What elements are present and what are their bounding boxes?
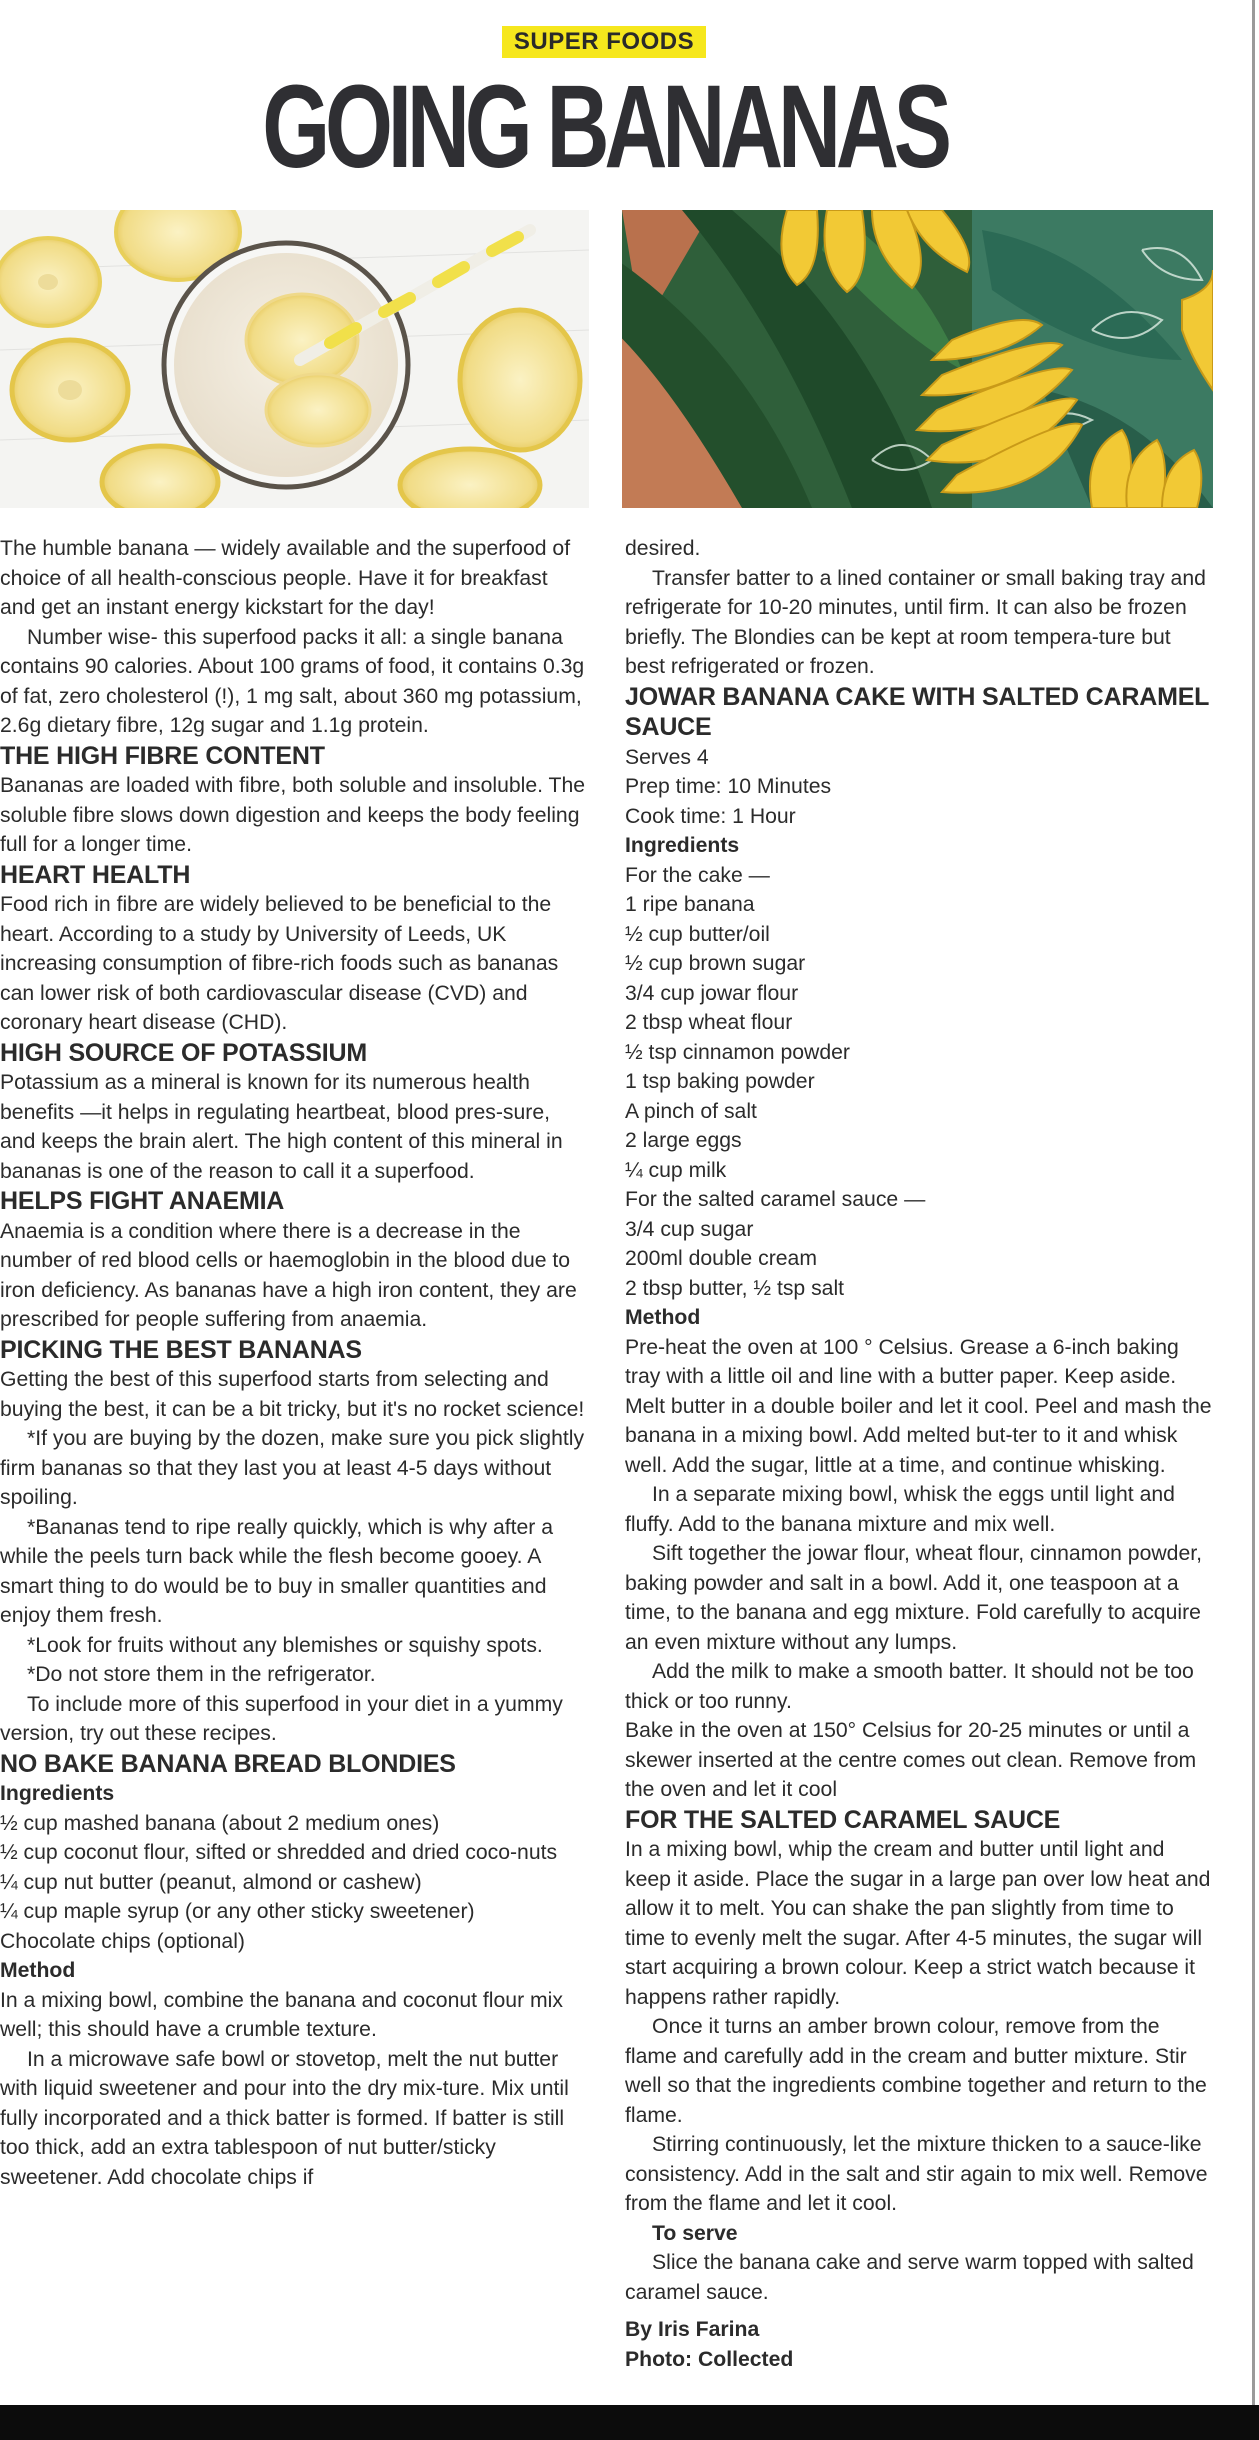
cake-ingredient: 2 large eggs [625,1129,742,1152]
cake-method-label: Method [625,1306,701,1329]
tip-3: *Look for fruits without any blemishes or squishy spots. [27,1633,543,1657]
serve-paragraph: Slice the banana cake and serve warm topped with salted caramel sauce. [625,2251,1194,2304]
blondies-ingredient: ½ cup mashed banana (about 2 medium ones) [0,1811,440,1835]
cake-ingredient: 3/4 cup sugar [625,1217,754,1241]
blondies-method-label: Method [0,1959,76,1982]
smoothie-photo [0,210,589,508]
blondies-method-1: In a mixing bowl, combine the banana and coconut flour mix well; this should have a crumble texture. [0,1988,563,2041]
continued-text: desired. [625,537,701,560]
heading-cake: JOWAR BANANA CAKE WITH SALTED CARAMEL SAUCE [625,682,1209,741]
picking-paragraph: Getting the best of this superfood starts from selecting and buying the best, it can be a bit tricky, but it's no rocket science! [0,1368,585,1421]
cake-ingredient: 2 tbsp wheat flour [625,1011,793,1034]
heading-heart: HEART HEALTH [0,860,191,889]
left-column [0,534,588,2192]
cake-ingredient: 2 tbsp butter, ½ tsp salt [625,1276,845,1300]
cake-ingredient: ¼ cup milk [625,1158,727,1182]
blondies-ingredients-label: Ingredients [0,1782,115,1805]
cake-ingredient: ½ tsp cinnamon powder [625,1040,850,1064]
anaemia-paragraph: Anaemia is a condition where there is a decrease in the number of red blood cells or haemoglobin in the blood due to iron deficiency. As bananas have a high iron content, they are prescribed for people suffering from anaemia. [0,1219,577,1331]
cake-cook-time: Cook time: 1 Hour [625,804,796,828]
cake-serves: Serves 4 [625,745,709,769]
cake-method-5: Bake in the oven at 150° Celsius for 20-25 minutes or until a skewer inserted at the centre comes out clean. Remove from the oven and let it cool [625,1719,1197,1801]
blondies-ingredient: Chocolate chips (optional) [0,1929,245,1953]
intro-paragraph: The humble banana — widely available and the superfood of choice of all health-conscious people. Have it for breakfast and get an instant energy kickstart for the day! [0,537,571,619]
nutrition-paragraph: Number wise- this superfood packs it all: a single banana contains 90 calories. About 100 grams of food, it contains 0.3g of fat, zero cholesterol (!), 1 mg salt, about 360 mg potassium, 2.6g dietary fibre, 12g sugar and 1.1g protein. [0,625,585,737]
photo-credit: Photo: Collected [625,2347,794,2371]
headline [0,62,1209,192]
cake-ingredient: 1 ripe banana [625,893,755,916]
cake-method-2: In a separate mixing bowl, whisk the eggs until light and fluffy. Add to the banana mixture and mix well. [625,1483,1175,1536]
cake-ingredient: ½ cup butter/oil [625,922,770,946]
fibre-paragraph: Bananas are loaded with fibre, both soluble and insoluble. The soluble fibre slows down digestion and keeps the body feeling full for a longer time. [0,774,586,856]
bananas-leaves-photo [622,210,1213,508]
headline-text: GOING BANANAS [262,61,947,193]
blondies-ingredient: ¼ cup maple syrup (or any other sticky sweetener) [0,1900,475,1923]
page-edge-line [1252,0,1255,2405]
blondies-ingredient: ½ cup coconut flour, sifted or shredded and dried coco-nuts [0,1841,558,1864]
heading-fibre: THE HIGH FIBRE CONTENT [0,741,325,770]
heading-anaemia: HELPS FIGHT ANAEMIA [0,1187,285,1215]
cake-ingredient: 1 tsp baking powder [625,1070,815,1093]
cake-ingredient: ½ cup brown sugar [625,952,806,975]
section-kicker: SUPER FOODS [502,26,706,58]
tip-2: *Bananas tend to ripe really quickly, which is why after a while the peels turn back while the flesh become gooey. A smart thing to do would be to buy in smaller quantities and enjoy them fresh. [0,1515,554,1627]
tip-1: *If you are buying by the dozen, make sure you pick slightly firm bananas so that they last you at least 4-5 days without spoiling. [0,1427,585,1509]
right-column [625,534,1215,2374]
heading-potassium: HIGH SOURCE OF POTASSIUM [0,1038,367,1067]
cake-ingredient: A pinch of salt [625,1099,757,1123]
cake-prep-time: Prep time: 10 Minutes [625,775,832,798]
blondies-transfer: Transfer batter to a lined container or small baking tray and refrigerate for 10-20 minutes, until firm. It can also be frozen briefly. The Blondies can be kept at room tempera-ture but best refrigerated or frozen. [625,566,1206,678]
sauce-step-1: In a mixing bowl, whip the cream and butter until light and keep it aside. Place the sugar in a large pan over low heat and allow it to melt. You can shake the pan slightly from time to time to evenly melt the sugar. After 4-5 minutes, the sugar will start acquiring a brown colour. Keep a strict watch because it happens rather rapidly. [625,1838,1211,2009]
cake-ingredient: For the cake — [625,863,770,887]
cake-method-4: Add the milk to make a smooth batter. It should not be too thick or too runny. [625,1660,1194,1713]
tip-4: *Do not store them in the refrigerator. [27,1663,376,1686]
tip-5: To include more of this superfood in your diet in a yummy version, try out these recipes. [0,1692,563,1745]
blondies-method-2: In a microwave safe bowl or stovetop, melt the nut butter with liquid sweetener and pour into the dry mix-ture. Mix until fully incorporated and a thick batter is formed. If batter is still too thick, add an extra tablespoon of nut butter/sticky sweetener. Add chocolate chips if [0,2047,569,2189]
heart-paragraph: Food rich in fibre are widely believed to be beneficial to the heart. According to a study by University of Leeds, UK increasing consumption of fibre-rich foods such as bananas can lower risk of both cardiovascular disease (CVD) and coronary heart disease (CHD). [0,893,559,1034]
heading-picking: PICKING THE BEST BANANAS [0,1335,362,1364]
cake-ingredients-label: Ingredients [625,834,740,857]
cake-method-3: Sift together the jowar flour, wheat flour, cinnamon powder, baking powder and salt in a bowl. Add it, one teaspoon at a time, to the banana and egg mixture. Fold carefully to acquire an even mixture without any lumps. [625,1542,1203,1654]
serve-label: To serve [652,2221,738,2245]
byline: By Iris Farina [625,2318,760,2341]
cake-ingredient: 200ml double cream [625,1247,817,1270]
blondies-ingredient: ¼ cup nut butter (peanut, almond or cashew) [0,1870,422,1894]
potassium-paragraph: Potassium as a mineral is known for its numerous health benefits —it helps in regulating heartbeat, blood pres-sure, and keeps the brain alert. The high content of this mineral in bananas is one of the reason to call it a superfood. [0,1071,563,1183]
sauce-step-3: Stirring continuously, let the mixture thicken to a sauce-like consistency. Add in the salt and stir again to mix well. Remove from the flame and let it cool. [625,2133,1208,2215]
cake-method-1: Pre-heat the oven at 100 ° Celsius. Grease a 6-inch baking tray with a little oil and line with a butter paper. Keep aside. Melt butter in a double boiler and let it cool. Peel and mash the banana in a mixing bowl. Add melted but-ter to it and whisk well. Add the sugar, little at a time, and continue whisking. [625,1335,1212,1477]
page-bottom-bar [0,2405,1259,2440]
cake-ingredient: 3/4 cup jowar flour [625,981,799,1005]
heading-blondies: NO BAKE BANANA BREAD BLONDIES [0,1749,456,1778]
sauce-step-2: Once it turns an amber brown colour, remove from the flame and carefully add in the cream and butter mixture. Stir well so that the ingredients combine together and return to the flame. [625,2015,1207,2127]
cake-ingredient: For the salted caramel sauce — [625,1188,926,1211]
heading-sauce: FOR THE SALTED CARAMEL SAUCE [625,1805,1061,1834]
